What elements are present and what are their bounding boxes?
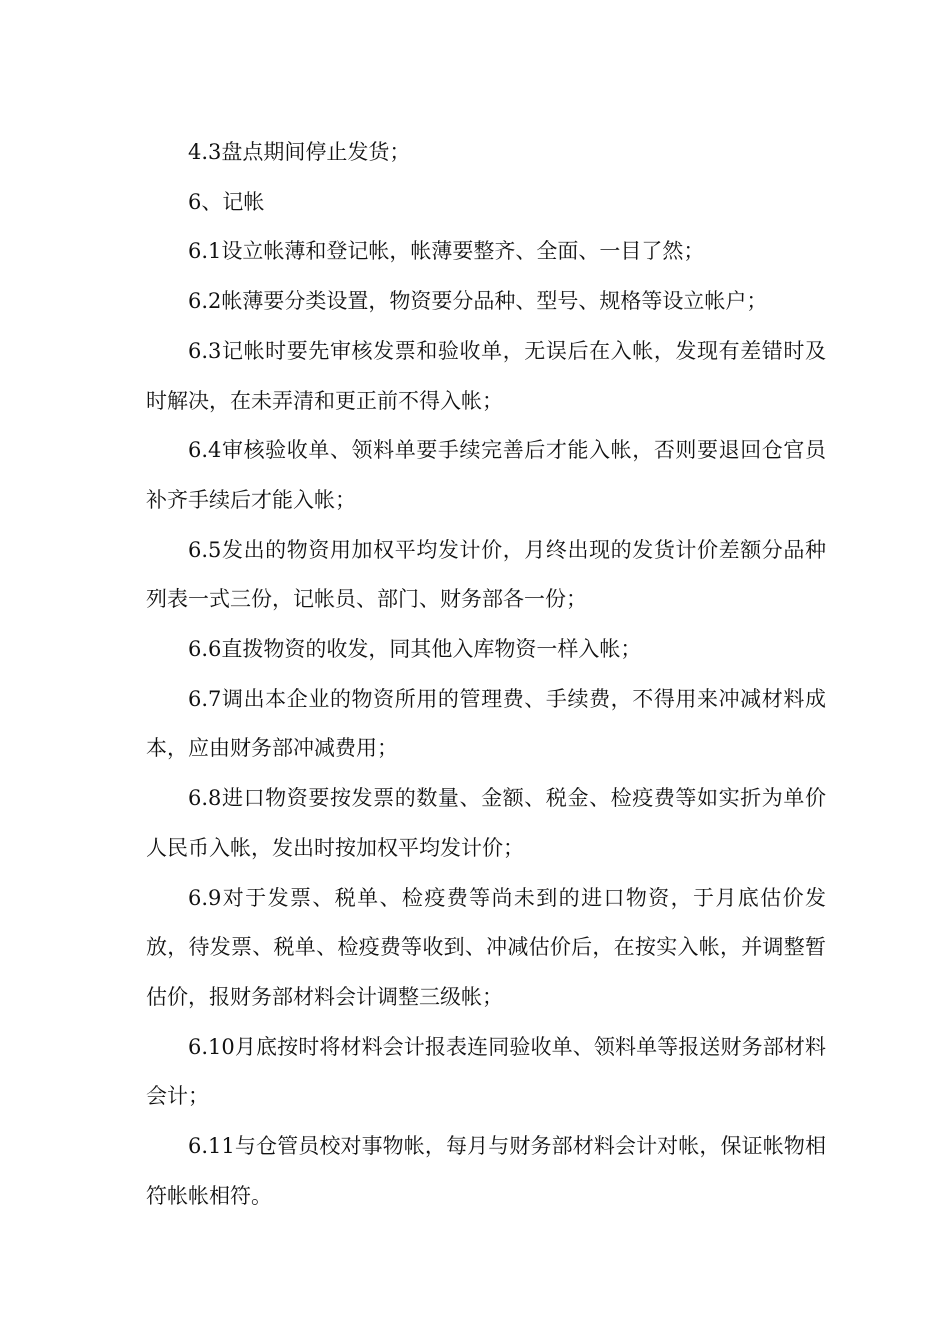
paragraph-6-5: 6.5发出的物资用加权平均发计价，月终出现的发货计价差额分品种列表一式三份，记帐员、部门、财务部各一份； [146,537,826,612]
paragraph-6-6: 6.6直拨物资的收发，同其他入库物资一样入帐； [188,637,642,662]
paragraph-6-3: 6.3记帐时要先审核发票和验收单，无误后在入帐，发现有差错时及时解决，在未弄清和更正前不得入帐； [146,338,826,413]
paragraph-6-8: 6.8进口物资要按发票的数量、金额、税金、检疫费等如实折为单价人民币入帐，发出时按加权平均发计价； [146,786,826,860]
paragraph-6-9: 6.9对于发票、税单、检疫费等尚未到的进口物资，于月底估价发放，待发票、税单、检疫费等收到、冲减估价后，在按实入帐，并调整暂估价，报财务部材料会计调整三级帐； [146,885,826,1009]
paragraph-6-11: 6.11与仓管员校对事物帐，每月与财务部材料会计对帐，保证帐物相符帐帐相符。 [146,1134,826,1208]
paragraph-6-1: 6.1设立帐薄和登记帐，帐薄要整齐、全面、一目了然； [188,239,705,264]
paragraph-6-10: 6.10月底按时将材料会计报表连同验收单、领料单等报送财务部材料会计； [146,1034,826,1109]
document-body [146,128,826,1221]
paragraph-6-4: 6.4审核验收单、领料单要手续完善后才能入帐，否则要退回仓官员补齐手续后才能入帐； [146,438,826,512]
paragraph-6-2: 6.2帐薄要分类设置，物资要分品种、型号、规格等设立帐户； [188,289,768,314]
paragraph-6-7: 6.7调出本企业的物资所用的管理费、手续费，不得用来冲减材料成本，应由财务部冲减费用； [146,686,826,761]
paragraph-4-3: 4.3盘点期间停止发货； [188,140,411,164]
section-heading-6: 6、记帐 [188,189,265,214]
